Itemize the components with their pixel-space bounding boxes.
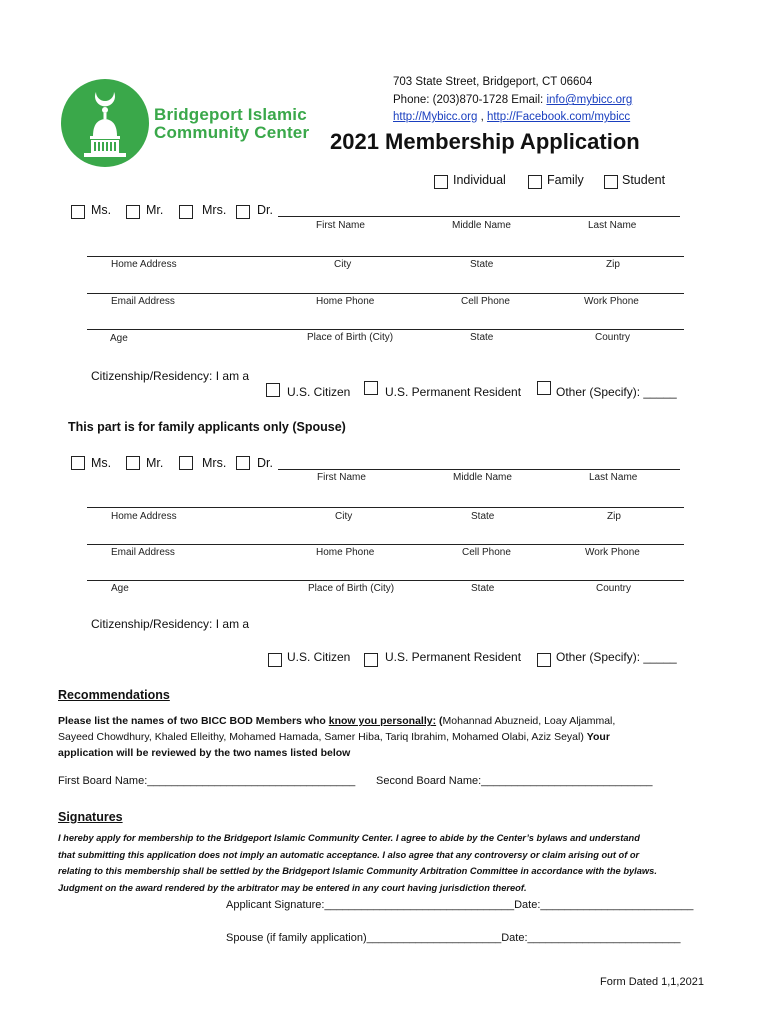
web-line	[393, 111, 630, 123]
spouse-other-label: Other (Specify): _____	[556, 650, 677, 664]
rec-paren-open: (	[436, 715, 443, 727]
mr-checkbox[interactable]	[126, 205, 140, 219]
spouse-permanent-resident-label: U.S. Permanent Resident	[385, 650, 522, 664]
spouse-contact-field[interactable]	[87, 544, 684, 545]
cell-phone-label: Cell Phone	[461, 296, 510, 307]
zip-label: Zip	[606, 259, 620, 270]
family-checkbox[interactable]	[528, 175, 542, 189]
spouse-other-checkbox[interactable]	[537, 653, 551, 667]
first-name-label: First Name	[316, 220, 365, 231]
spouse-dr-checkbox[interactable]	[236, 456, 250, 470]
sig-para-line3: relating to this membership shall be settled by the Bridgeport Islamic Community Arbitration Committee in accordance with the bylaws.	[58, 866, 657, 876]
us-citizen-checkbox[interactable]	[266, 383, 280, 397]
spouse-mrs-label: Mrs.	[202, 456, 227, 470]
spouse-place-of-birth-label: Place of Birth (City)	[308, 583, 395, 594]
spouse-address-field[interactable]	[87, 507, 684, 508]
spouse-mrs-checkbox[interactable]	[179, 456, 193, 470]
name-field[interactable]	[278, 216, 680, 217]
recommendations-text	[58, 713, 718, 761]
sig-para-line4: Judgment on the award rendered by the arbitrator may be entered in any court having jurisdiction thereof.	[58, 882, 527, 893]
middle-name-label: Middle Name	[452, 220, 511, 231]
citizenship-label: Citizenship/Residency: I am a	[91, 369, 250, 383]
email-address-label: Email Address	[111, 296, 175, 307]
phone-email-line	[393, 94, 632, 106]
spouse-mr-checkbox[interactable]	[126, 456, 140, 470]
spouse-work-phone-label: Work Phone	[585, 547, 640, 558]
rec-paren-close: )	[580, 731, 587, 743]
spouse-middle-name-label: Middle Name	[453, 472, 512, 483]
spouse-us-citizen-label: U.S. Citizen	[287, 650, 351, 664]
spouse-city-label: City	[335, 511, 353, 522]
org-name-line2: Community Center	[154, 123, 310, 142]
address-field[interactable]	[87, 256, 684, 257]
form-date: Form Dated 1,1,2021	[600, 976, 704, 988]
us-citizen-label: U.S. Citizen	[287, 385, 351, 399]
phone-text: Phone: (203)870-1728 Email:	[393, 94, 547, 106]
individual-checkbox[interactable]	[434, 175, 448, 189]
spouse-zip-label: Zip	[607, 511, 621, 522]
other-label: Other (Specify): _____	[556, 385, 677, 399]
spouse-home-address-label: Home Address	[111, 511, 177, 522]
spouse-state-label: State	[471, 511, 495, 522]
spouse-ms-checkbox[interactable]	[71, 456, 85, 470]
address: 703 State Street, Bridgeport, CT 06604	[393, 76, 593, 88]
spouse-heading: This part is for family applicants only (Spouse)	[68, 420, 346, 434]
country-label: Country	[595, 332, 631, 343]
rec-review-note: application will be reviewed by the two names listed below	[58, 747, 351, 759]
other-checkbox[interactable]	[537, 381, 551, 395]
spouse-mr-label: Mr.	[146, 456, 164, 470]
link-separator: ,	[477, 111, 487, 123]
birth-field[interactable]	[87, 329, 684, 330]
spouse-country-label: Country	[596, 583, 632, 594]
spouse-signature-field[interactable]: Spouse (if family application)______________________Date:_________________________	[226, 932, 681, 944]
permanent-resident-label: U.S. Permanent Resident	[385, 385, 522, 399]
last-name-label: Last Name	[588, 220, 637, 231]
spouse-cell-phone-label: Cell Phone	[462, 547, 511, 558]
spouse-citizenship-label: Citizenship/Residency: I am a	[91, 617, 250, 631]
page-title: 2021 Membership Application	[330, 129, 640, 154]
spouse-us-citizen-checkbox[interactable]	[268, 653, 282, 667]
spouse-first-name-label: First Name	[317, 472, 366, 483]
mr-label: Mr.	[146, 203, 164, 217]
spouse-birth-state-label: State	[471, 583, 495, 594]
email-link[interactable]: info@mybicc.org	[546, 94, 633, 106]
spouse-dr-label: Dr.	[257, 456, 273, 470]
signatures-paragraph	[58, 830, 708, 896]
rec-members-line1: Mohannad Abuzneid, Loay Aljammal,	[442, 715, 616, 727]
mrs-label: Mrs.	[202, 203, 227, 217]
place-of-birth-label: Place of Birth (City)	[307, 332, 394, 343]
first-board-name-field[interactable]: First Board Name:__________________________________	[58, 775, 356, 787]
rec-know-personally: know you personally:	[328, 715, 437, 727]
dr-label: Dr.	[257, 203, 273, 217]
family-label: Family	[547, 173, 584, 187]
birth-state-label: State	[470, 332, 494, 343]
individual-label: Individual	[453, 173, 506, 187]
rec-instruction: Please list the names of two BICC BOD Members who	[58, 715, 329, 727]
state-label: State	[470, 259, 494, 270]
website-link[interactable]: http://Mybicc.org	[393, 111, 478, 123]
ms-label: Ms.	[91, 203, 112, 217]
spouse-last-name-label: Last Name	[589, 472, 638, 483]
student-checkbox[interactable]	[604, 175, 618, 189]
contact-field[interactable]	[87, 293, 684, 294]
facebook-link[interactable]: http://Facebook.com/mybicc	[486, 111, 631, 123]
logo	[60, 78, 310, 170]
second-board-name-field[interactable]: Second Board Name:____________________________	[376, 775, 653, 787]
spouse-permanent-resident-checkbox[interactable]	[364, 653, 378, 667]
permanent-resident-checkbox[interactable]	[364, 381, 378, 395]
home-phone-label: Home Phone	[316, 296, 375, 307]
signatures-heading: Signatures	[58, 810, 123, 824]
spouse-birth-field[interactable]	[87, 580, 684, 581]
mrs-checkbox[interactable]	[179, 205, 193, 219]
home-address-label: Home Address	[111, 259, 177, 270]
dr-checkbox[interactable]	[236, 205, 250, 219]
org-name-line1: Bridgeport Islamic	[154, 105, 307, 124]
rec-members-line2: Sayeed Chowdhury, Khaled Elleithy, Mohamed Hamada, Samer Hiba, Tariq Ibrahim, Mohamed Olabi, Aziz Seyal	[58, 731, 581, 743]
spouse-ms-label: Ms.	[91, 456, 112, 470]
age-label: Age	[110, 333, 128, 344]
sig-para-line1: I hereby apply for membership to the Bridgeport Islamic Community Center. I agree to abide by the Center’s bylaws and understand	[58, 833, 640, 843]
work-phone-label: Work Phone	[584, 296, 639, 307]
rec-your: Your	[586, 731, 610, 743]
city-label: City	[334, 259, 352, 270]
ms-checkbox[interactable]	[71, 205, 85, 219]
spouse-email-address-label: Email Address	[111, 547, 175, 558]
mosque-icon	[60, 78, 152, 170]
student-label: Student	[622, 173, 666, 187]
spouse-age-label: Age	[111, 583, 129, 594]
spouse-name-field[interactable]	[278, 469, 680, 470]
applicant-signature-field[interactable]: Applicant Signature:_______________________________Date:_________________________	[226, 899, 694, 911]
recommendations-heading: Recommendations	[58, 688, 170, 702]
spouse-home-phone-label: Home Phone	[316, 547, 375, 558]
sig-para-line2: that submitting this application does not imply an automatic acceptance. I also agree that any controversy or claim arising out of or	[58, 849, 640, 860]
